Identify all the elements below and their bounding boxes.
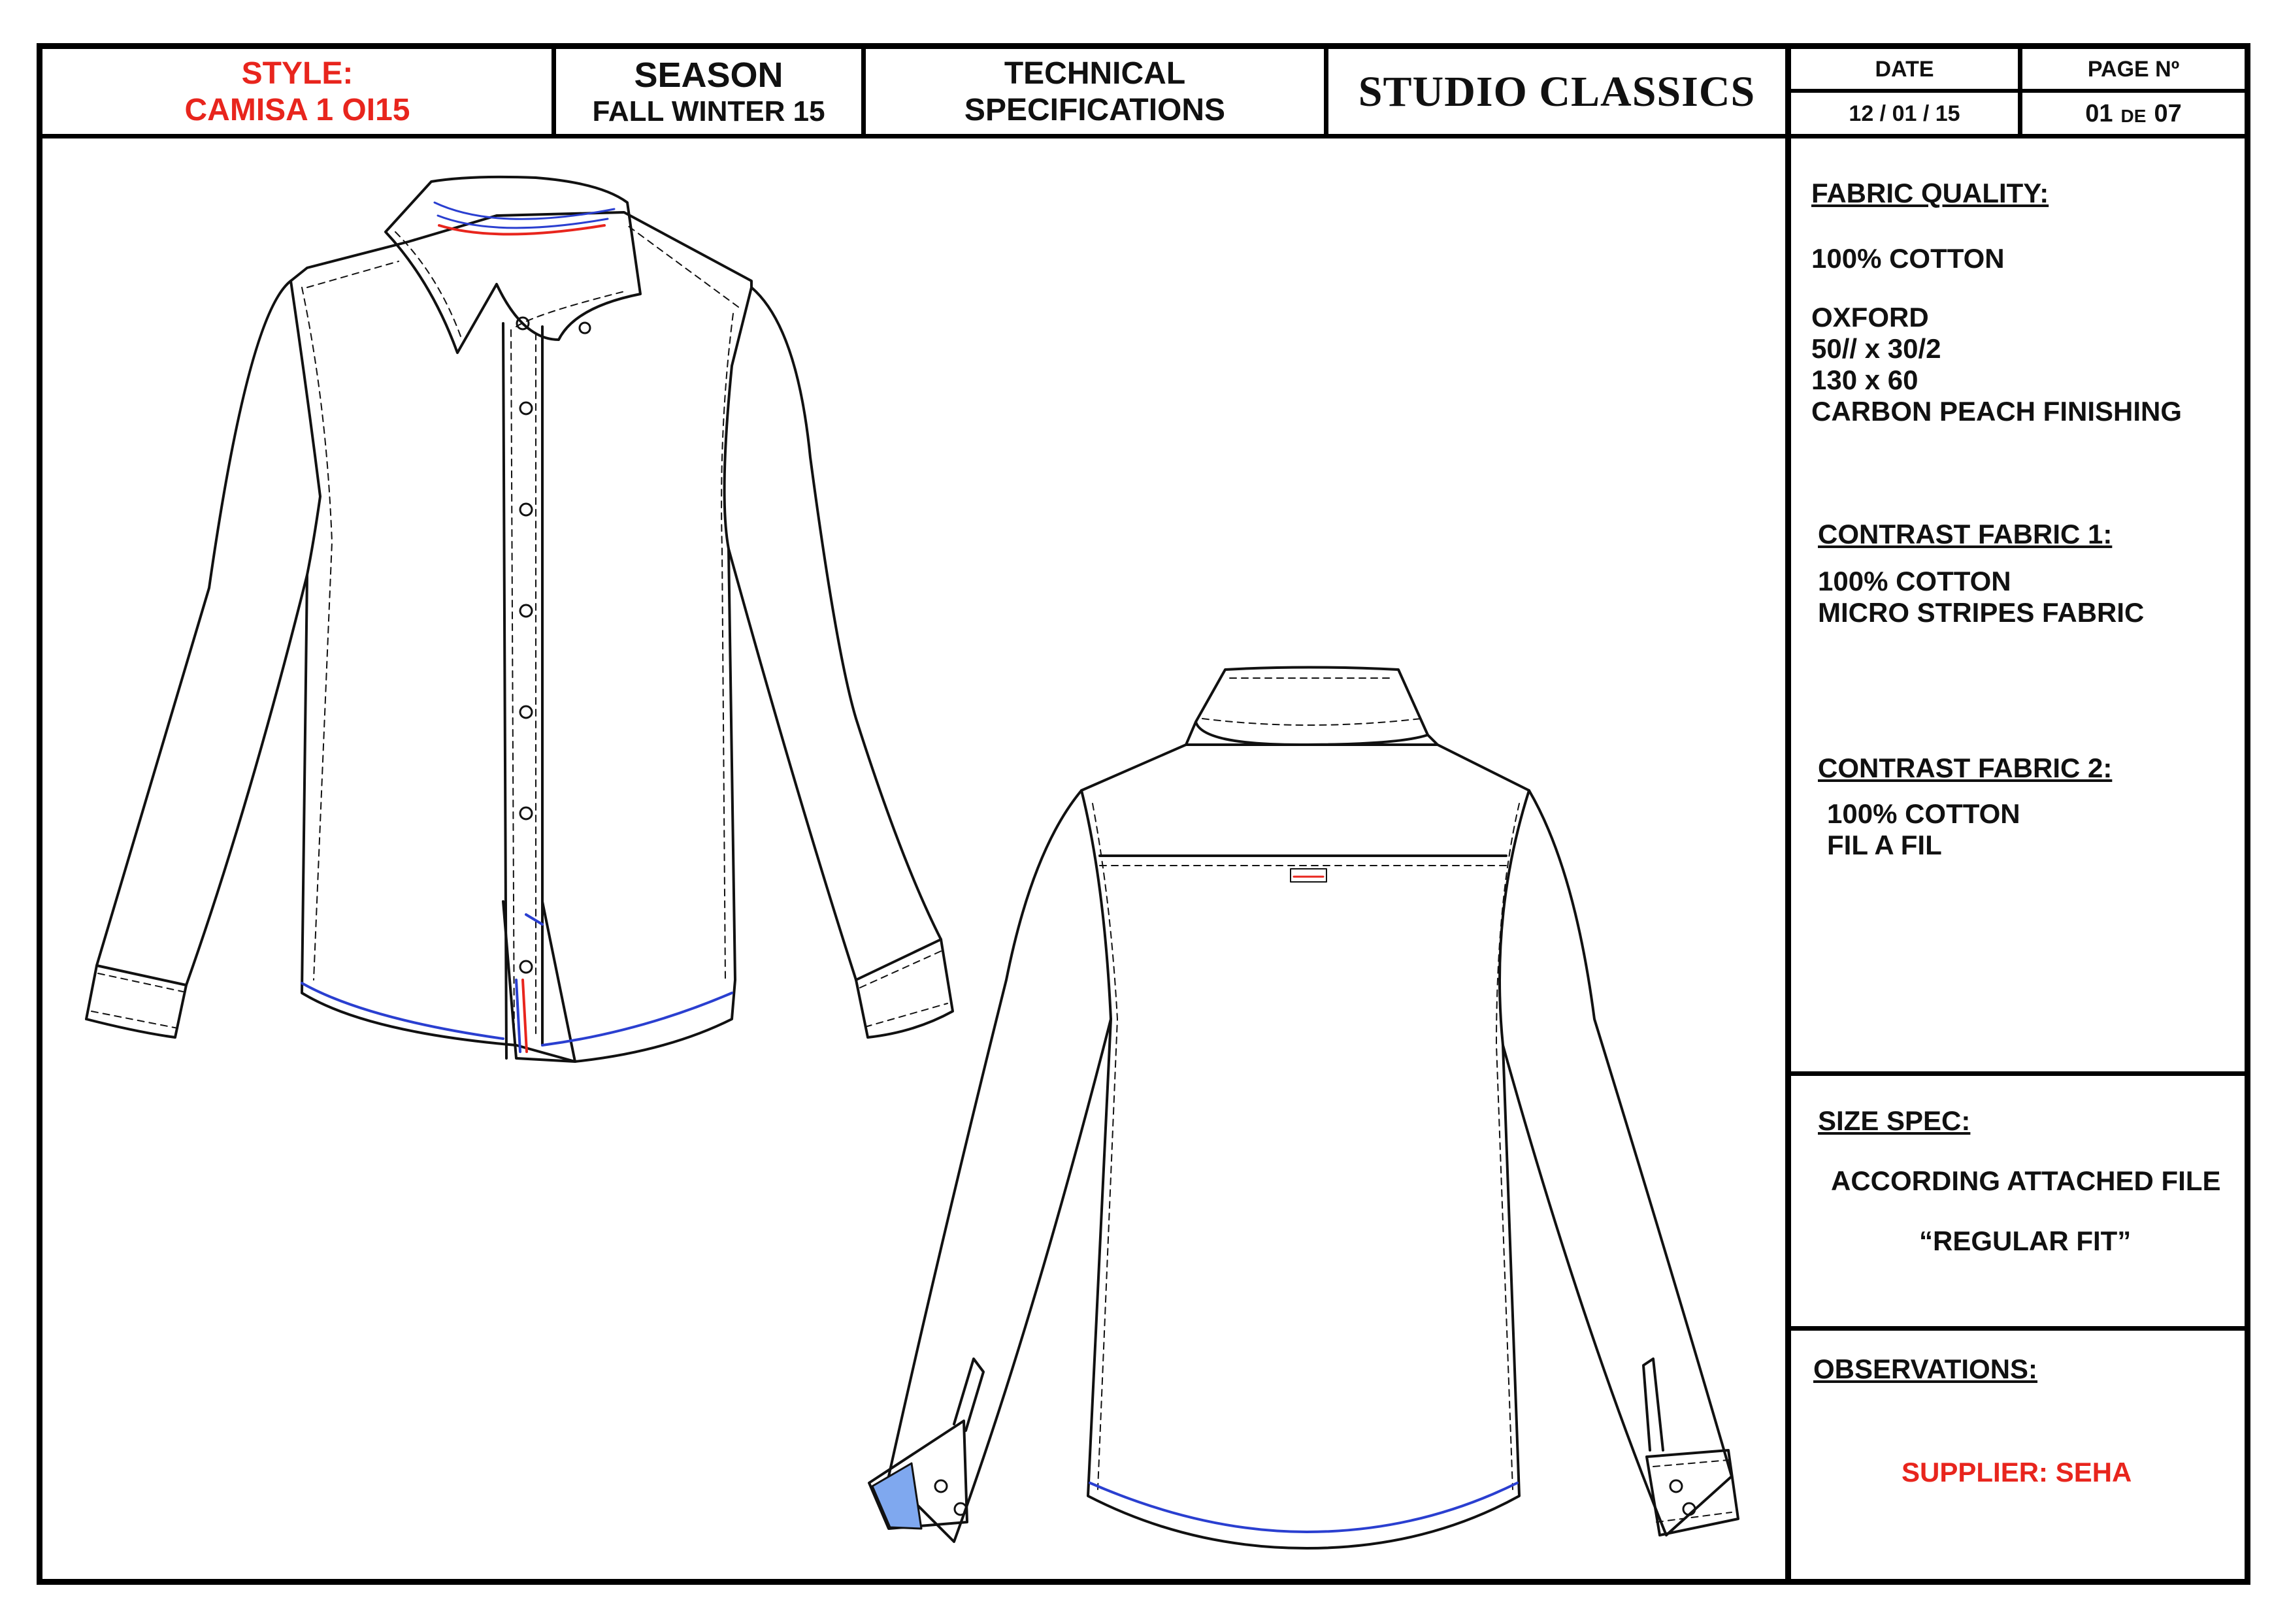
page-de: DE bbox=[2120, 106, 2147, 126]
button bbox=[520, 961, 532, 973]
button bbox=[520, 807, 532, 819]
button bbox=[520, 706, 532, 718]
front-right-cuff bbox=[856, 939, 953, 1037]
supplier-note: SUPPLIER: SEHA bbox=[1902, 1457, 2132, 1487]
fabric-line-yarn: 50// x 30/2 bbox=[1811, 333, 1941, 364]
brand-name: STUDIO CLASSICS bbox=[1358, 68, 1756, 116]
back-right-cuff-button bbox=[1670, 1480, 1682, 1492]
front-shirt-sketch bbox=[86, 177, 953, 1062]
fabric-line-density: 130 x 60 bbox=[1811, 365, 1918, 395]
page-current: 01 bbox=[2085, 99, 2113, 127]
doc-type-line2: SPECIFICATIONS bbox=[964, 93, 1226, 127]
front-blue-accent bbox=[526, 915, 542, 924]
front-collar-stitch bbox=[395, 232, 627, 336]
back-collar bbox=[1196, 668, 1428, 745]
season-value: FALL WINTER 15 bbox=[592, 95, 825, 127]
page-label: PAGE Nº bbox=[2087, 56, 2180, 82]
fabric-line-weave: OXFORD bbox=[1811, 302, 1929, 333]
fabric-line-finishing: CARBON PEACH FINISHING bbox=[1811, 396, 2182, 427]
contrast-fabric-2-heading: CONTRAST FABRIC 2: bbox=[1818, 753, 2113, 783]
observations-heading: OBSERVATIONS: bbox=[1813, 1354, 2038, 1384]
front-left-cuff bbox=[86, 966, 186, 1037]
season-label: SEASON bbox=[634, 56, 783, 95]
size-spec-line1: ACCORDING ATTACHED FILE bbox=[1831, 1165, 2221, 1196]
front-left-sleeve bbox=[97, 281, 307, 985]
date-label: DATE bbox=[1875, 56, 1934, 82]
back-left-sleeve bbox=[889, 790, 1111, 1542]
back-collar-stitch bbox=[1202, 678, 1421, 725]
back-right-sleeve bbox=[1503, 790, 1732, 1535]
back-left-cuff-button bbox=[935, 1480, 947, 1492]
contrast-fabric-2-type: FIL A FIL bbox=[1827, 830, 1942, 860]
back-shirt-sketch bbox=[869, 668, 1738, 1549]
back-right-placket bbox=[1643, 1359, 1663, 1450]
front-collar-inner-red bbox=[439, 225, 604, 235]
fabric-quality-heading: FABRIC QUALITY: bbox=[1811, 178, 2049, 208]
front-body-outline bbox=[291, 212, 751, 1062]
button bbox=[520, 504, 532, 515]
size-spec-line2: “REGULAR FIT” bbox=[1919, 1226, 2132, 1256]
front-right-sleeve bbox=[729, 287, 941, 980]
contrast-fabric-1-heading: CONTRAST FABRIC 1: bbox=[1818, 519, 2113, 549]
front-flag-tape-red bbox=[523, 980, 527, 1052]
button bbox=[520, 605, 532, 617]
contrast-fabric-2-composition: 100% COTTON bbox=[1827, 798, 2020, 829]
collar-button bbox=[580, 323, 590, 333]
contrast-fabric-1-composition: 100% COTTON bbox=[1818, 566, 2011, 596]
front-right-cuff-stitch bbox=[860, 951, 947, 1027]
front-buttons bbox=[517, 317, 590, 973]
back-left-placket bbox=[954, 1359, 983, 1431]
button bbox=[520, 402, 532, 414]
size-spec-heading: SIZE SPEC: bbox=[1818, 1105, 1971, 1136]
style-label: STYLE: bbox=[241, 56, 354, 91]
back-flag-label bbox=[1291, 869, 1326, 882]
contrast-fabric-1-type: MICRO STRIPES FABRIC bbox=[1818, 597, 2145, 628]
front-collar bbox=[386, 177, 640, 353]
front-flag-tape-blue bbox=[516, 980, 520, 1052]
date-value: 12 / 01 / 15 bbox=[1849, 101, 1960, 126]
back-left-cuff-contrast bbox=[872, 1463, 921, 1529]
style-value: CAMISA 1 OI15 bbox=[184, 93, 410, 127]
doc-type-line1: TECHNICAL bbox=[1004, 56, 1186, 91]
front-placket-stitch bbox=[511, 330, 536, 1045]
fabric-composition: 100% COTTON bbox=[1811, 243, 2005, 274]
page-total: 07 bbox=[2154, 99, 2182, 127]
